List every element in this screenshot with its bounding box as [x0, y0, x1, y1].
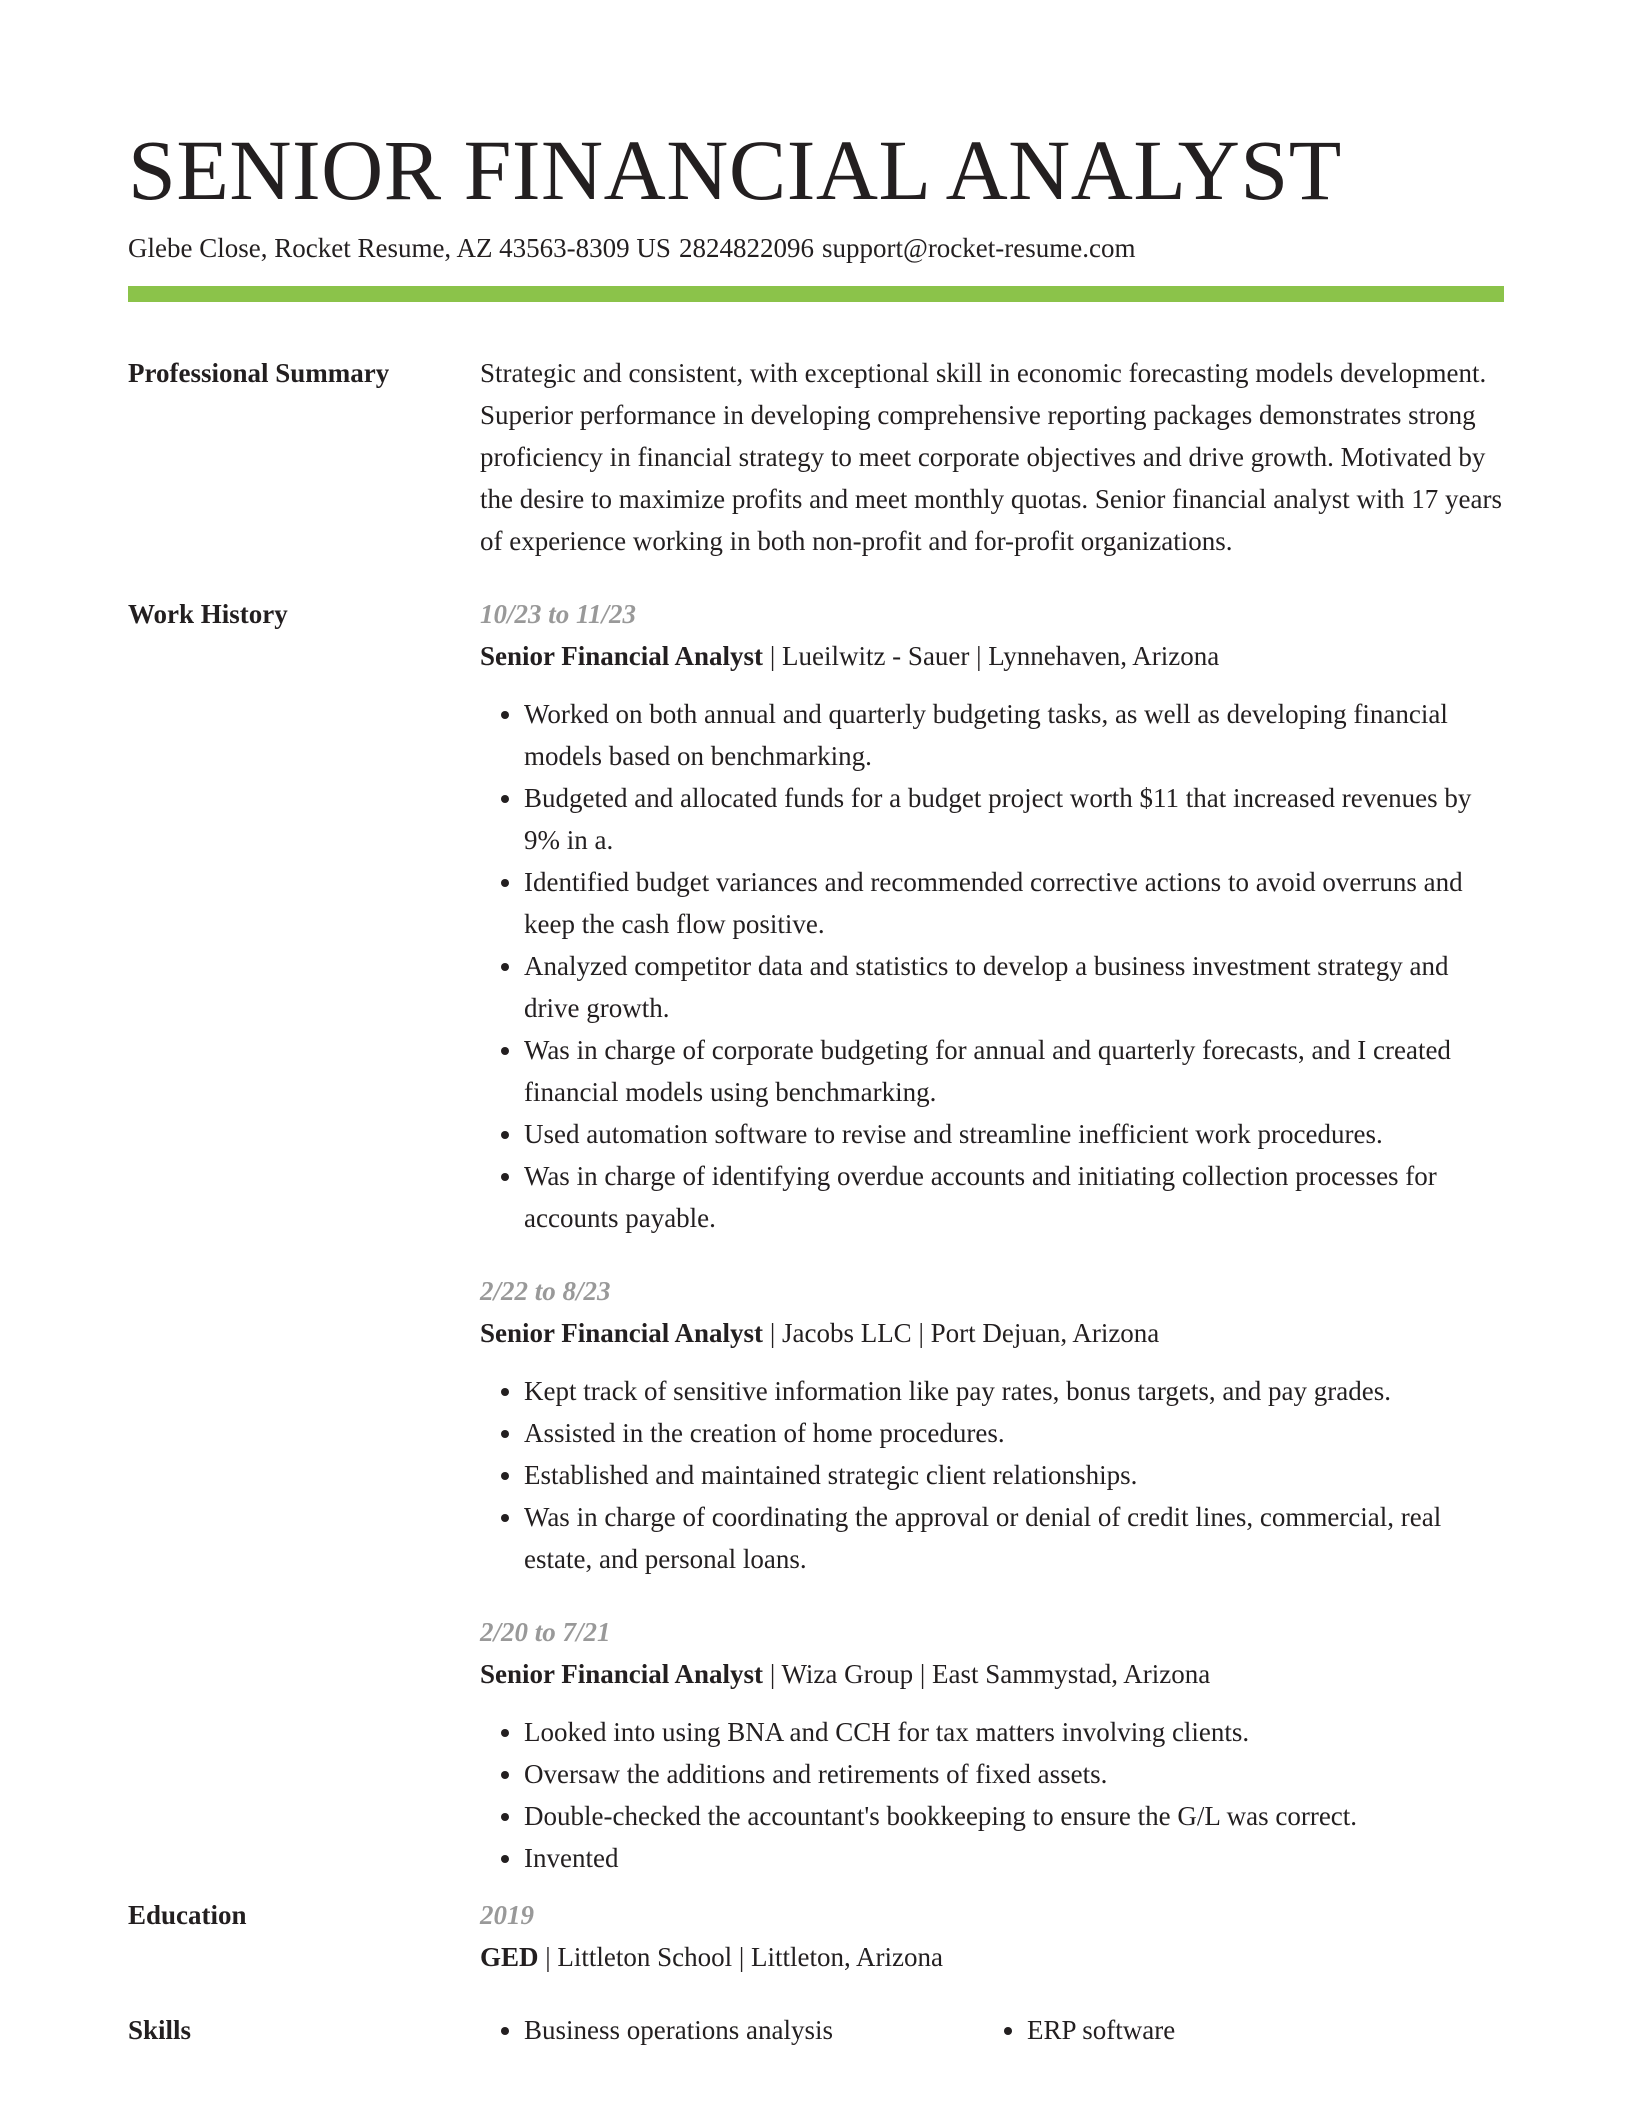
- job-dates: 2/20 to 7/21: [480, 1617, 611, 1647]
- job-bullet: • Double-checked the accountant's bookkeeping to ensure the G/L was correct.: [524, 1795, 1504, 1837]
- summary-section: [128, 352, 1504, 562]
- job-title: Senior Financial Analyst: [480, 1659, 764, 1689]
- job-bullet: • Used automation software to revise and streamline inefficient work procedures.: [524, 1113, 1504, 1155]
- job-role-line: [480, 1312, 1504, 1354]
- job-bullet: • Established and maintained strategic client relationships.: [524, 1454, 1504, 1496]
- contact-email: support@rocket-resume.com: [821, 233, 1136, 263]
- job-title: Senior Financial Analyst: [480, 1318, 764, 1348]
- job-employer: | Lueilwitz - Sauer | Lynnehaven, Arizona: [763, 641, 1220, 671]
- job-employer: | Wiza Group | East Sammystad, Arizona: [763, 1659, 1211, 1689]
- job-bullet: • Analyzed competitor data and statistics to develop a business investment strategy and drive growth.: [524, 945, 1504, 1029]
- job-dates: 10/23 to 11/23: [480, 599, 637, 629]
- skills-section: [128, 2009, 1504, 2051]
- skill-item: • Business operations analysis: [524, 2009, 983, 2051]
- job-bullet: • Identified budget variances and recommended corrective actions to avoid overruns and keep the cash flow positive.: [524, 861, 1504, 945]
- job-role-line: [480, 1653, 1504, 1695]
- skills-heading: Skills: [128, 2015, 192, 2045]
- job-bullet: • Was in charge of identifying overdue accounts and initiating collection processes for accounts payable.: [524, 1155, 1504, 1239]
- work-history-heading: Work History: [128, 599, 288, 629]
- education-line: [480, 1936, 1504, 1978]
- job-entry: [480, 1270, 1504, 1580]
- job-bullets: [480, 693, 1504, 1239]
- job-entry: [480, 1611, 1504, 1879]
- job-bullet: • Budgeted and allocated funds for a budget project worth $11 that increased revenues by 9% in a.: [524, 777, 1504, 861]
- contact-address: Glebe Close, Rocket Resume, AZ 43563-8309 US: [128, 233, 671, 263]
- job-bullet: • Assisted in the creation of home procedures.: [524, 1412, 1504, 1454]
- education-heading: Education: [128, 1900, 247, 1930]
- resume-title: SENIOR FINANCIAL ANALYST: [128, 122, 1342, 218]
- job-bullet: • Worked on both annual and quarterly budgeting tasks, as well as developing financial models based on benchmarking.: [524, 693, 1504, 777]
- resume-page: [128, 120, 1504, 2051]
- job-bullet: • Invented: [524, 1837, 1504, 1879]
- header-divider: [128, 286, 1504, 302]
- education-section: [128, 1894, 1504, 1978]
- job-bullet: • Kept track of sensitive information like pay rates, bonus targets, and pay grades.: [524, 1370, 1504, 1412]
- skills-column-left: [480, 2009, 983, 2051]
- contact-line: [128, 230, 1504, 266]
- job-bullet: • Looked into using BNA and CCH for tax matters involving clients.: [524, 1711, 1504, 1753]
- job-bullets: [480, 1370, 1504, 1580]
- job-bullet: • Was in charge of coordinating the approval or denial of credit lines, commercial, real estate, and personal loans.: [524, 1496, 1504, 1580]
- job-bullet: • Oversaw the additions and retirements of fixed assets.: [524, 1753, 1504, 1795]
- job-role-line: [480, 635, 1504, 677]
- skills-grid: [480, 2009, 1504, 2051]
- contact-phone: 2824822096: [678, 233, 814, 263]
- skills-column-right: [983, 2009, 1486, 2051]
- education-entry: [480, 1894, 1504, 1978]
- job-bullets: [480, 1711, 1504, 1879]
- summary-text: Strategic and consistent, with exceptional skill in economic forecasting models development. Superior performance in developing comprehensive reporting packages demonstrates strong proficiency in financial strategy to meet corporate objectives and drive growth. Motivated by the desire to maximize profits and meet monthly quotas. Senior financial analyst with 17 years of experience working in both non-profit and for-profit organizations.: [480, 358, 1502, 556]
- skill-item: • ERP software: [1027, 2009, 1486, 2051]
- job-employer: | Jacobs LLC | Port Dejuan, Arizona: [763, 1318, 1160, 1348]
- job-dates: 2/22 to 8/23: [480, 1276, 611, 1306]
- job-title: Senior Financial Analyst: [480, 641, 764, 671]
- education-year: 2019: [480, 1900, 534, 1930]
- work-history-section: [128, 593, 1504, 1879]
- job-entry: [480, 593, 1504, 1239]
- summary-heading: Professional Summary: [128, 358, 390, 388]
- education-school: | Littleton School | Littleton, Arizona: [538, 1942, 944, 1972]
- job-bullet: • Was in charge of corporate budgeting for annual and quarterly forecasts, and I created financial models using benchmarking.: [524, 1029, 1504, 1113]
- work-history-list: [480, 593, 1504, 1879]
- education-degree: GED: [480, 1942, 539, 1972]
